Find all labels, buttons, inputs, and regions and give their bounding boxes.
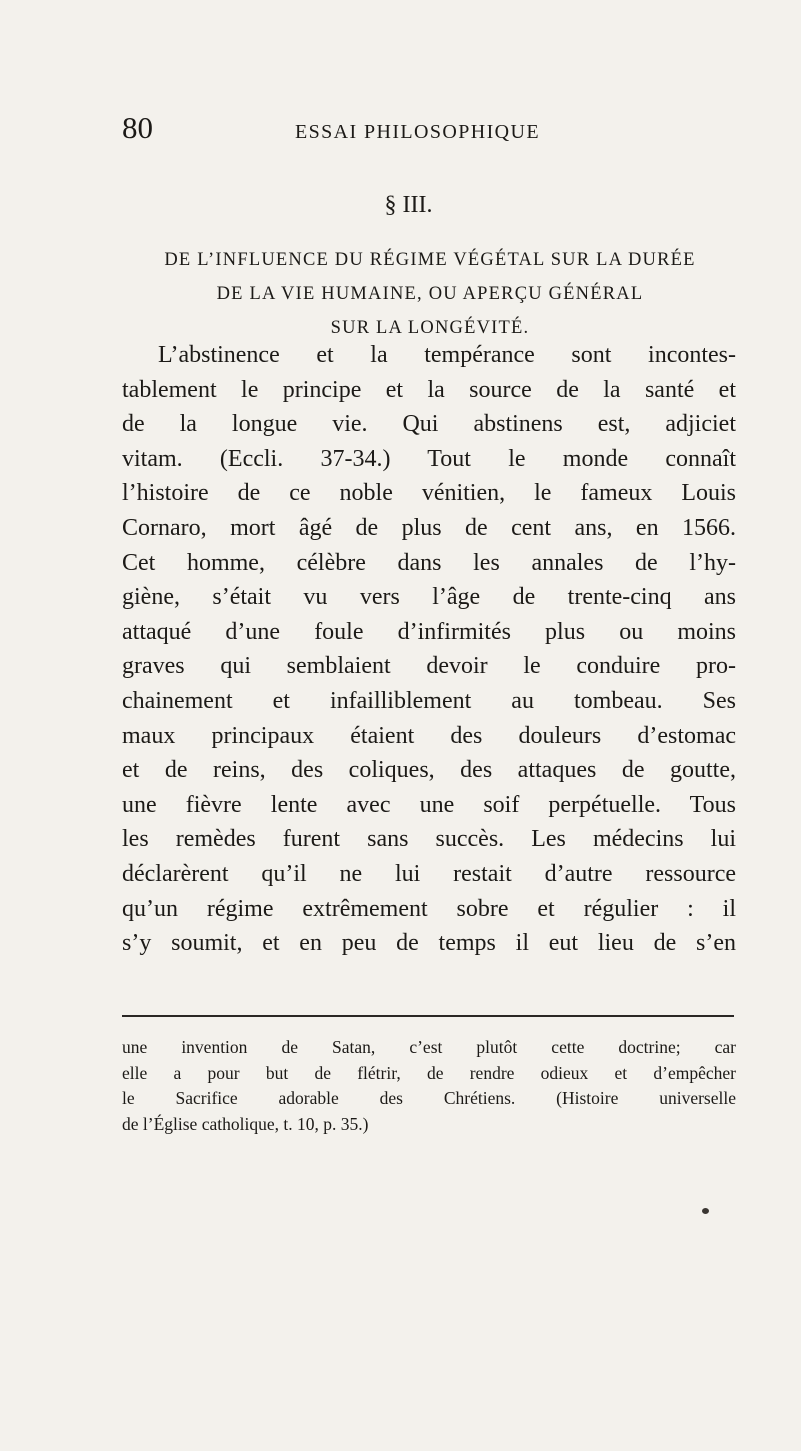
body-line: chainement et infailliblement au tombeau. Ses	[122, 687, 736, 714]
body-line: L’abstinence et la tempérance sont incontes-	[158, 342, 736, 368]
body-line: s’y soumit, et en peu de temps il eut lieu de s’en	[122, 930, 736, 957]
running-title: ESSAI PHILOSOPHIQUE	[295, 121, 540, 143]
footnote-line: de l’Église catholique, t. 10, p. 35.)	[122, 1113, 369, 1134]
page-number: 80	[122, 110, 153, 145]
body-line: Cornaro, mort âgé de plus de cent ans, en 1566.	[122, 514, 736, 541]
body-line: et de reins, des coliques, des attaques de goutte,	[122, 757, 736, 784]
footnote-line: elle a pour but de flétrir, de rendre odieux et d’empêcher	[122, 1062, 736, 1083]
body-line: de la longue vie. Qui abstinens est, adjiciet	[122, 411, 736, 438]
section-title-line: DE LA VIE HUMAINE, OU APERÇU GÉNÉRAL	[216, 284, 644, 304]
body-line: vitam. (Eccli. 37-34.) Tout le monde connaît	[122, 445, 736, 472]
footnote-line: une invention de Satan, c’est plutôt cette doctrine; car	[122, 1037, 736, 1057]
footnote-rule	[122, 1015, 734, 1017]
body-line: giène, s’était vu vers l’âge de trente-cinq ans	[122, 584, 736, 611]
running-head	[122, 110, 732, 150]
section-title	[130, 243, 730, 345]
body-paragraph	[122, 338, 736, 961]
section-title-line: DE L’INFLUENCE DU RÉGIME VÉGÉTAL SUR LA DURÉE	[164, 250, 696, 270]
body-line: l’histoire de ce noble vénitien, le fameux Louis	[122, 480, 736, 507]
ink-spot	[702, 1208, 709, 1214]
body-line: Cet homme, célèbre dans les annales de l’hy-	[122, 549, 736, 576]
body-line: tablement le principe et la source de la santé et	[122, 376, 736, 403]
body-line: les remèdes furent sans succès. Les médecins lui	[122, 826, 736, 853]
footnote	[122, 1035, 736, 1137]
body-line: maux principaux étaient des douleurs d’estomac	[122, 722, 736, 749]
body-line: qu’un régime extrêmement sobre et régulier : il	[122, 895, 736, 922]
body-line: une fièvre lente avec une soif perpétuelle. Tous	[122, 791, 736, 818]
body-line: attaqué d’une foule d’infirmités plus ou moins	[122, 618, 736, 645]
footnote-line: le Sacrifice adorable des Chrétiens. (Histoire universelle	[122, 1088, 736, 1108]
body-line: déclarèrent qu’il ne lui restait d’autre ressource	[122, 860, 736, 887]
section-title-line: SUR LA LONGÉVITÉ.	[330, 318, 530, 338]
section-number: § III.	[384, 192, 433, 218]
body-line: graves qui semblaient devoir le conduire pro-	[122, 653, 736, 680]
